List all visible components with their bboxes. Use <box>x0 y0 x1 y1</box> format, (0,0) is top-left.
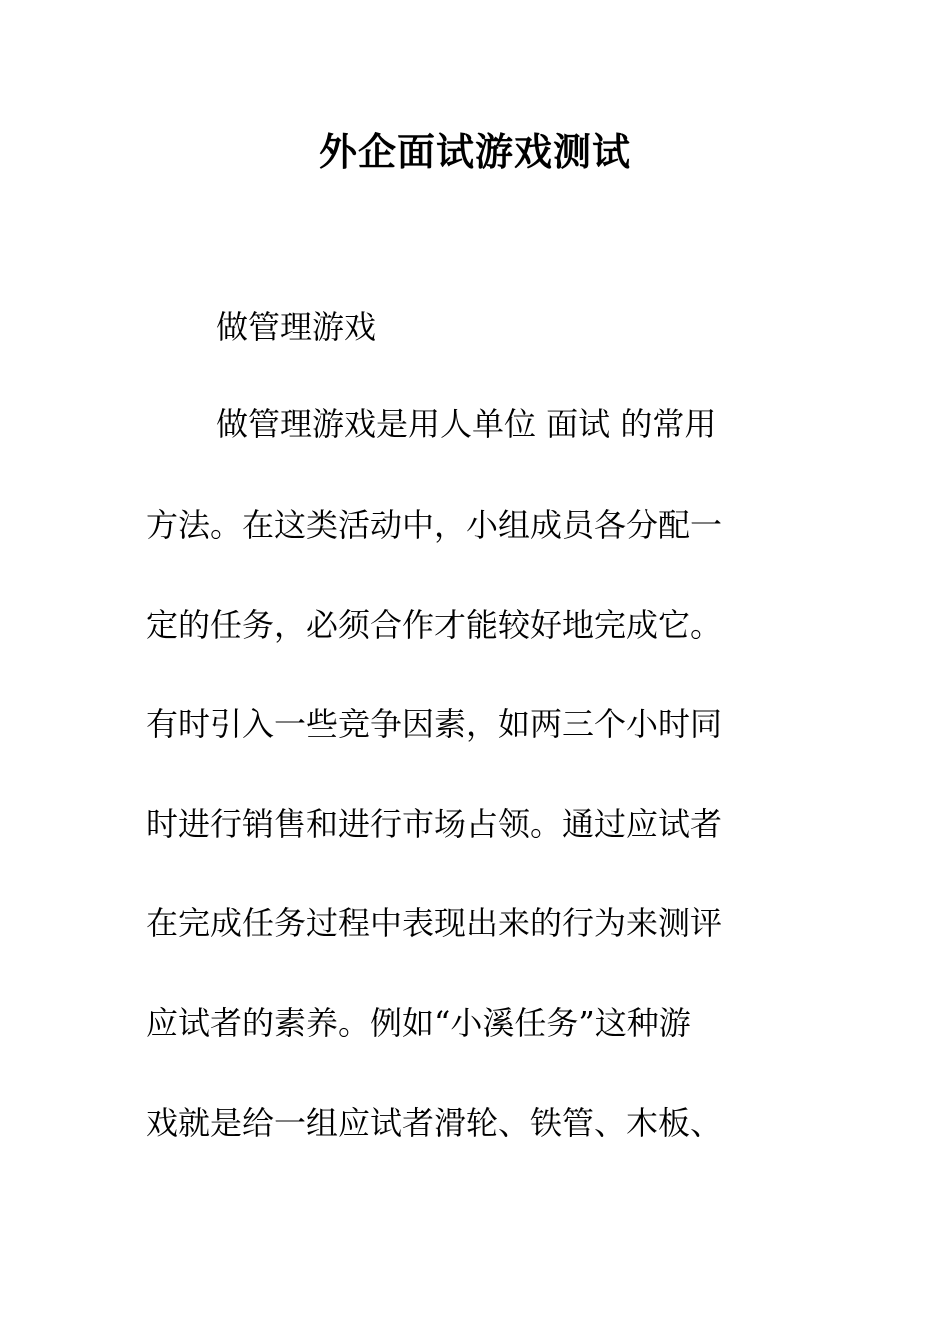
body-line: 在完成任务过程中表现出来的行为来测评 <box>146 904 723 942</box>
body-line: 定的任务，必须合作才能较好地完成它。 <box>146 606 723 644</box>
body-line: 应试者的素养。例如“小溪任务”这种游 <box>146 1004 691 1042</box>
section-heading: 做管理游戏 <box>216 308 377 346</box>
body-line: 方法。在这类活动中，小组成员各分配一 <box>146 506 723 544</box>
body-line: 时进行销售和进行市场占领。通过应试者 <box>146 805 723 843</box>
body-line: 有时引入一些竞争因素，如两三个小时同 <box>146 705 723 743</box>
body-line: 戏就是给一组应试者滑轮、铁管、木板、 <box>146 1104 723 1142</box>
document-title: 外企面试游戏测试 <box>318 129 631 174</box>
body-line: 做管理游戏是用人单位 面试 的常用 <box>216 405 717 443</box>
